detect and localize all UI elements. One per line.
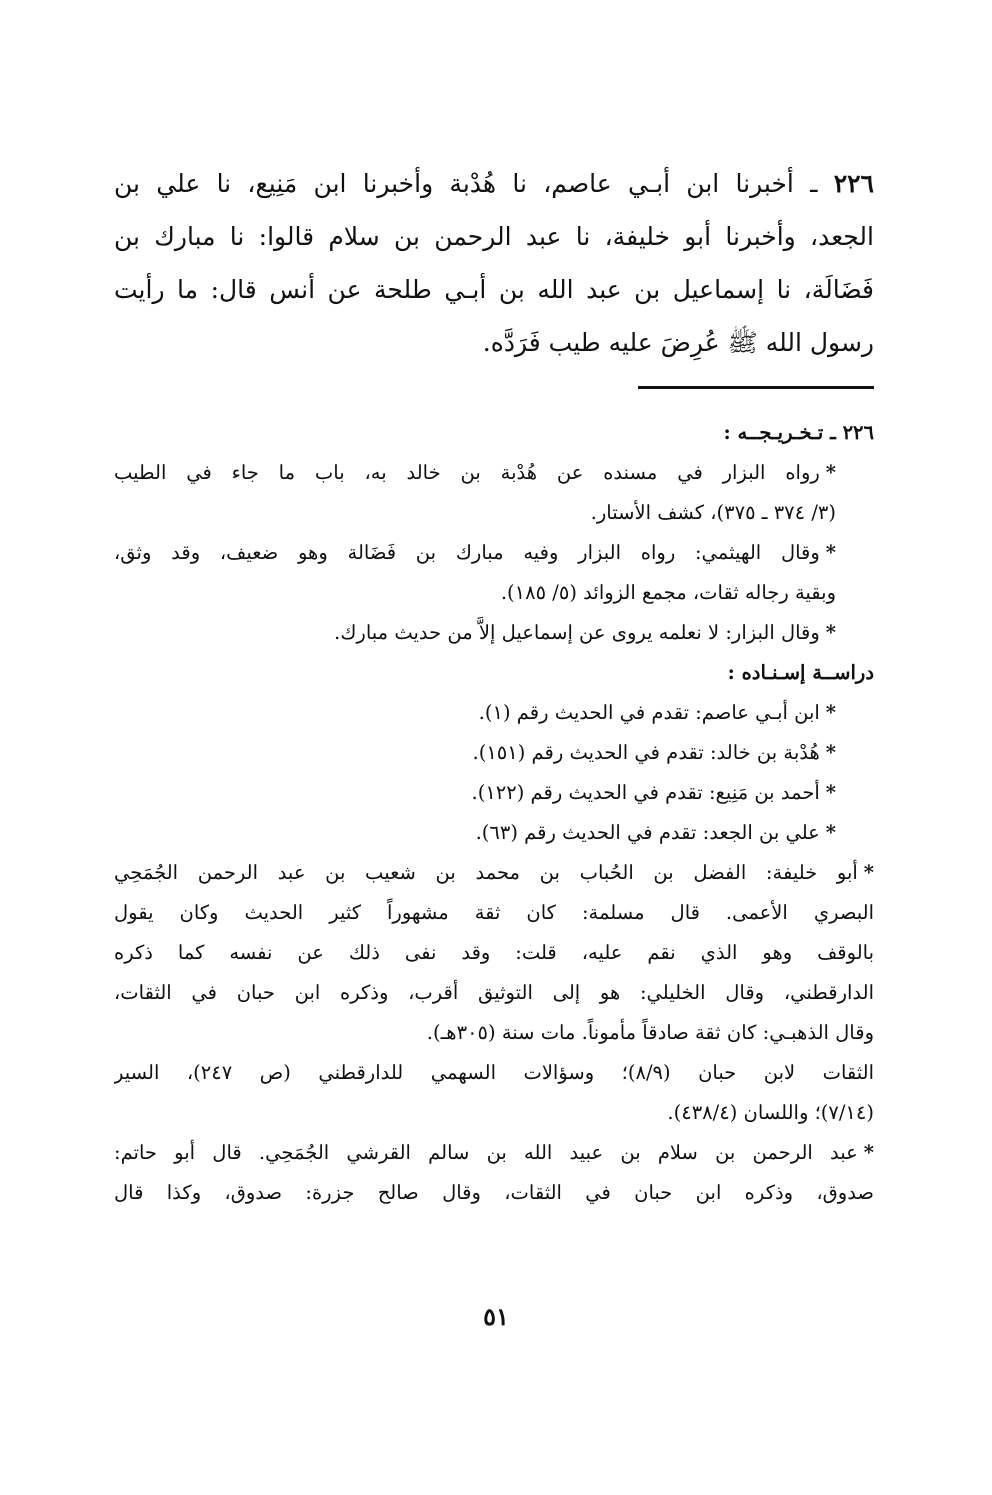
abu-khalifa-line-4: الدارقطني، وقال الخليلي: هو إلى التوثيق أقرب، وذكره ابن حبان في الثقات، xyxy=(114,981,874,1004)
hadith-text xyxy=(114,157,874,369)
hadith-line-3: فَضَالَة، نا إسماعيل بن عبد الله بن أبـي طلحة عن أنس قال: ما رأيت xyxy=(114,275,874,304)
hadith-line-2: الجعد، وأخبرنا أبو خليفة، نا عبد الرحمن بن سلام قالوا: نا مبارك بن xyxy=(114,222,874,251)
isnad-item-3: *أحمد بن مَنِيع: تقدم في الحديث رقم (١٢٢). xyxy=(471,781,836,804)
hadith-line-4: رسول الله ﷺ عُرِضَ عليه طيب فَرَدَّه. xyxy=(482,328,874,357)
abu-khalifa-line-2: البصري الأعمى. قال مسلمة: كان ثقة مشهوراً كثير الحديث وكان يقول xyxy=(114,901,874,924)
bullet-marker: * xyxy=(825,821,836,844)
bullet-marker: * xyxy=(825,701,836,724)
takhrij-item-2-line-1: *وقال الهيثمي: رواه البزار وفيه مبارك بن فَضَالة وهو ضعيف، وقد وثق، xyxy=(114,541,836,564)
bullet-marker: * xyxy=(863,861,874,884)
abu-khalifa-sources-line-2: (٧/١٤)؛ واللسان (٤٣٨/٤). xyxy=(667,1101,874,1124)
takhrij-heading: ٢٢٦ ـ تـخـريـجــه : xyxy=(723,421,874,444)
bullet-marker: * xyxy=(825,541,836,564)
takhrij-item-3-line-1: *وقال البزار: لا نعلمه يروى عن إسماعيل إلاَّ من حديث مبارك. xyxy=(334,621,836,644)
bullet-marker: * xyxy=(825,621,836,644)
isnad-item-1: *ابن أبـي عاصم: تقدم في الحديث رقم (١). xyxy=(478,701,836,724)
takhrij-item-1-line-2: (٣/ ٣٧٤ ـ ٣٧٥)، كشف الأستار. xyxy=(590,501,836,524)
abu-khalifa-line-5: وقال الذهبـي: كان ثقة صادقاً مأموناً. مات سنة (٣٠٥هـ). xyxy=(426,1021,874,1044)
takhrij-item-2-line-2: وبقية رجاله ثقات، مجمع الزوائد (٥/ ١٨٥). xyxy=(500,581,836,604)
bullet-marker: * xyxy=(825,741,836,764)
abu-khalifa-sources-line-1: الثقات لابن حبان (٨/٩)؛ وسؤالات السهمي للدارقطني (ص ٢٤٧)، السير xyxy=(114,1061,874,1084)
hadith-number: ٢٢٦ xyxy=(833,169,874,198)
footnote-divider xyxy=(638,386,874,389)
isnad-item-4: *علي بن الجعد: تقدم في الحديث رقم (٦٣). xyxy=(475,821,836,844)
page-number: ٥١ xyxy=(483,1302,509,1331)
bullet-marker: * xyxy=(825,781,836,804)
hadith-line-1: ٢٢٦ ـ أخبرنا ابن أبـي عاصم، نا هُدْبة وأخبرنا ابن مَنِيع، نا علي بن xyxy=(114,169,874,198)
footnotes xyxy=(114,413,874,1213)
bullet-marker: * xyxy=(863,1141,874,1164)
abu-khalifa-line-1: *أبو خليفة: الفضل بن الحُباب بن محمد بن شعيب بن عبد الرحمن الجُمَحِي xyxy=(114,861,874,884)
abd-alrahman-line-1: *عبد الرحمن بن سلام بن عبيد الله بن سالم القرشي الجُمَحِي. قال أبو حاتم: xyxy=(114,1141,874,1164)
isnad-heading: دراســة إسـنـاده : xyxy=(727,661,874,684)
isnad-item-2: *هُدْبة بن خالد: تقدم في الحديث رقم (١٥١). xyxy=(472,741,836,764)
abd-alrahman-line-2: صدوق، وذكره ابن حبان في الثقات، وقال صالح جزرة: صدوق، وكذا قال xyxy=(114,1181,874,1204)
takhrij-item-1-line-1: *رواه البزار في مسنده عن هُدْبة بن خالد به، باب ما جاء في الطيب xyxy=(114,461,836,484)
bullet-marker: * xyxy=(825,461,836,484)
abu-khalifa-line-3: بالوقف وهو الذي نقم عليه، قلت: وقد نفى ذلك عن نفسه كما ذكره xyxy=(114,941,874,964)
